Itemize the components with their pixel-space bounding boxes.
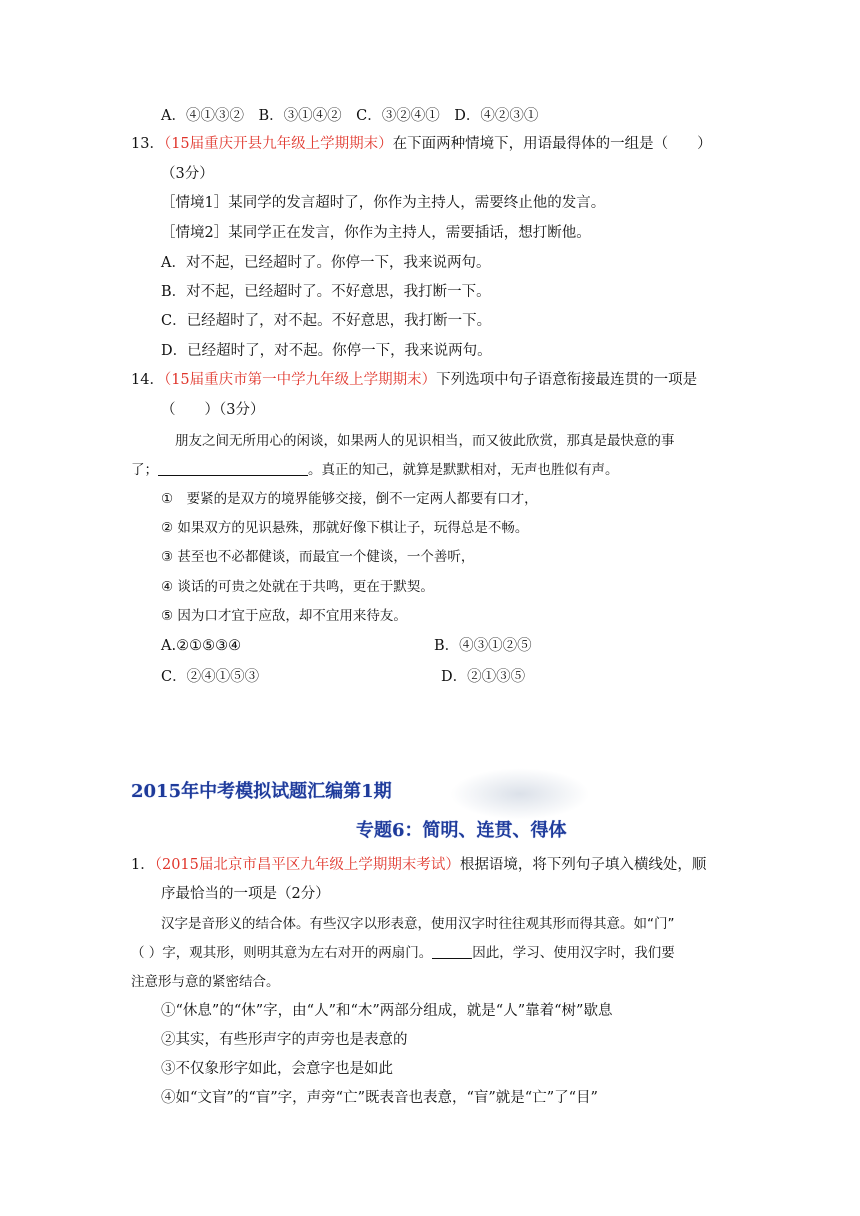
situation-2: ［情境2］某同学正在发言，你作为主持人，需要插话，想打断他。 bbox=[161, 225, 591, 241]
option-d: D．②①③⑤ bbox=[441, 669, 526, 685]
option-a: A．对不起，已经超时了。你停一下，我来说两句。 bbox=[161, 255, 491, 271]
sentence-item-5: ⑤ 因为口才宜于应敌，却不宜用来待友。 bbox=[161, 608, 407, 624]
question-source: （15届重庆市第一中学九年级上学期期末） bbox=[163, 372, 437, 388]
sentence-item-2: ② 如果双方的见识悬殊，那就好像下棋让子，玩得总是不畅。 bbox=[161, 520, 529, 536]
question-number: 1． bbox=[131, 857, 155, 873]
question-number: 14． bbox=[131, 372, 164, 388]
question-source: （2015届北京市昌平区九年级上学期期末考试） bbox=[154, 857, 460, 873]
watermark bbox=[450, 768, 590, 820]
section-title: 2015年中考模拟试题汇编第1期 bbox=[131, 781, 392, 802]
question-stem: 根据语境，将下列句子填入横线处，顺 bbox=[459, 857, 707, 873]
sentence-item-2: ②其实，有些形声字的声旁也是表意的 bbox=[161, 1032, 408, 1048]
question-stem: 在下面两种情境下，用语最得体的一组是（ ） bbox=[392, 136, 712, 152]
q12-options: A．④①③② B．③①④② C．③②④① D．④②③① bbox=[161, 108, 539, 124]
option-a: A.②①⑤③④ bbox=[161, 638, 242, 654]
sentence-item-1: ①“休息”的“休”字，由“人”和“木”两部分组成，就是“人”靠着“树”歇息 bbox=[161, 1003, 613, 1019]
question-score: 序最恰当的一项是（2分） bbox=[161, 886, 330, 902]
sentence-item-1: ① 要紧的是双方的境界能够交接，倒不一定两人都要有口才， bbox=[161, 491, 538, 507]
question-score: （3分） bbox=[161, 166, 214, 182]
option-b: B．④③①②⑤ bbox=[434, 638, 532, 654]
passage-line: 汉字是音形义的结合体。有些汉字以形表意，使用汉字时往往观其形而得其意。如“门” bbox=[161, 916, 675, 932]
passage-text: 。真正的知己，就算是默默相对，无声也胜似有声。 bbox=[308, 462, 619, 478]
passage-text: 因此，学习、使用汉字时，我们要 bbox=[472, 945, 675, 961]
question-source: （15届重庆开县九年级上学期期末） bbox=[163, 136, 393, 152]
section-topic: 专题6：简明、连贯、得体 bbox=[356, 820, 567, 841]
option-c: C．②④①⑤③ bbox=[161, 669, 260, 685]
question-score: （ ）（3分） bbox=[161, 402, 265, 418]
sentence-item-4: ④ 谈话的可贵之处就在于共鸣，更在于默契。 bbox=[161, 579, 434, 595]
passage-line-with-blank bbox=[131, 460, 619, 480]
question-stem: 下列选项中句子语意衔接最连贯的一项是 bbox=[436, 372, 698, 388]
q1-header bbox=[131, 855, 706, 875]
sentence-item-3: ③不仅象形字如此，会意字也是如此 bbox=[161, 1061, 393, 1077]
passage-text: 了； bbox=[131, 462, 158, 478]
passage-line: 注意形与意的紧密结合。 bbox=[131, 974, 280, 990]
option-b: B．对不起，已经超时了。不好意思，我打断一下。 bbox=[161, 284, 491, 300]
passage-line: 朋友之间无所用心的闲谈，如果两人的见识相当，而又彼此欣赏，那真是最快意的事 bbox=[175, 433, 675, 449]
sentence-item-3: ③ 甚至也不必都健谈，而最宜一个健谈，一个善听， bbox=[161, 549, 475, 565]
answer-blank bbox=[432, 944, 472, 959]
q14-header bbox=[131, 370, 697, 390]
passage-line-with-blank bbox=[131, 943, 675, 963]
option-d: D．已经超时了，对不起。你停一下，我来说两句。 bbox=[161, 343, 492, 359]
passage-text: （ ）字，观其形，则明其意为左右对开的两扇门。 bbox=[131, 945, 433, 961]
answer-blank bbox=[158, 461, 308, 476]
situation-1: ［情境1］某同学的发言超时了，你作为主持人，需要终止他的发言。 bbox=[161, 195, 606, 211]
sentence-item-4: ④如“文盲”的“盲”字，声旁“亡”既表音也表意，“盲”就是“亡”了“目” bbox=[161, 1090, 598, 1106]
option-c: C．已经超时了，对不起。不好意思，我打断一下。 bbox=[161, 313, 492, 329]
question-number: 13． bbox=[131, 136, 164, 152]
q13-header bbox=[131, 134, 712, 154]
